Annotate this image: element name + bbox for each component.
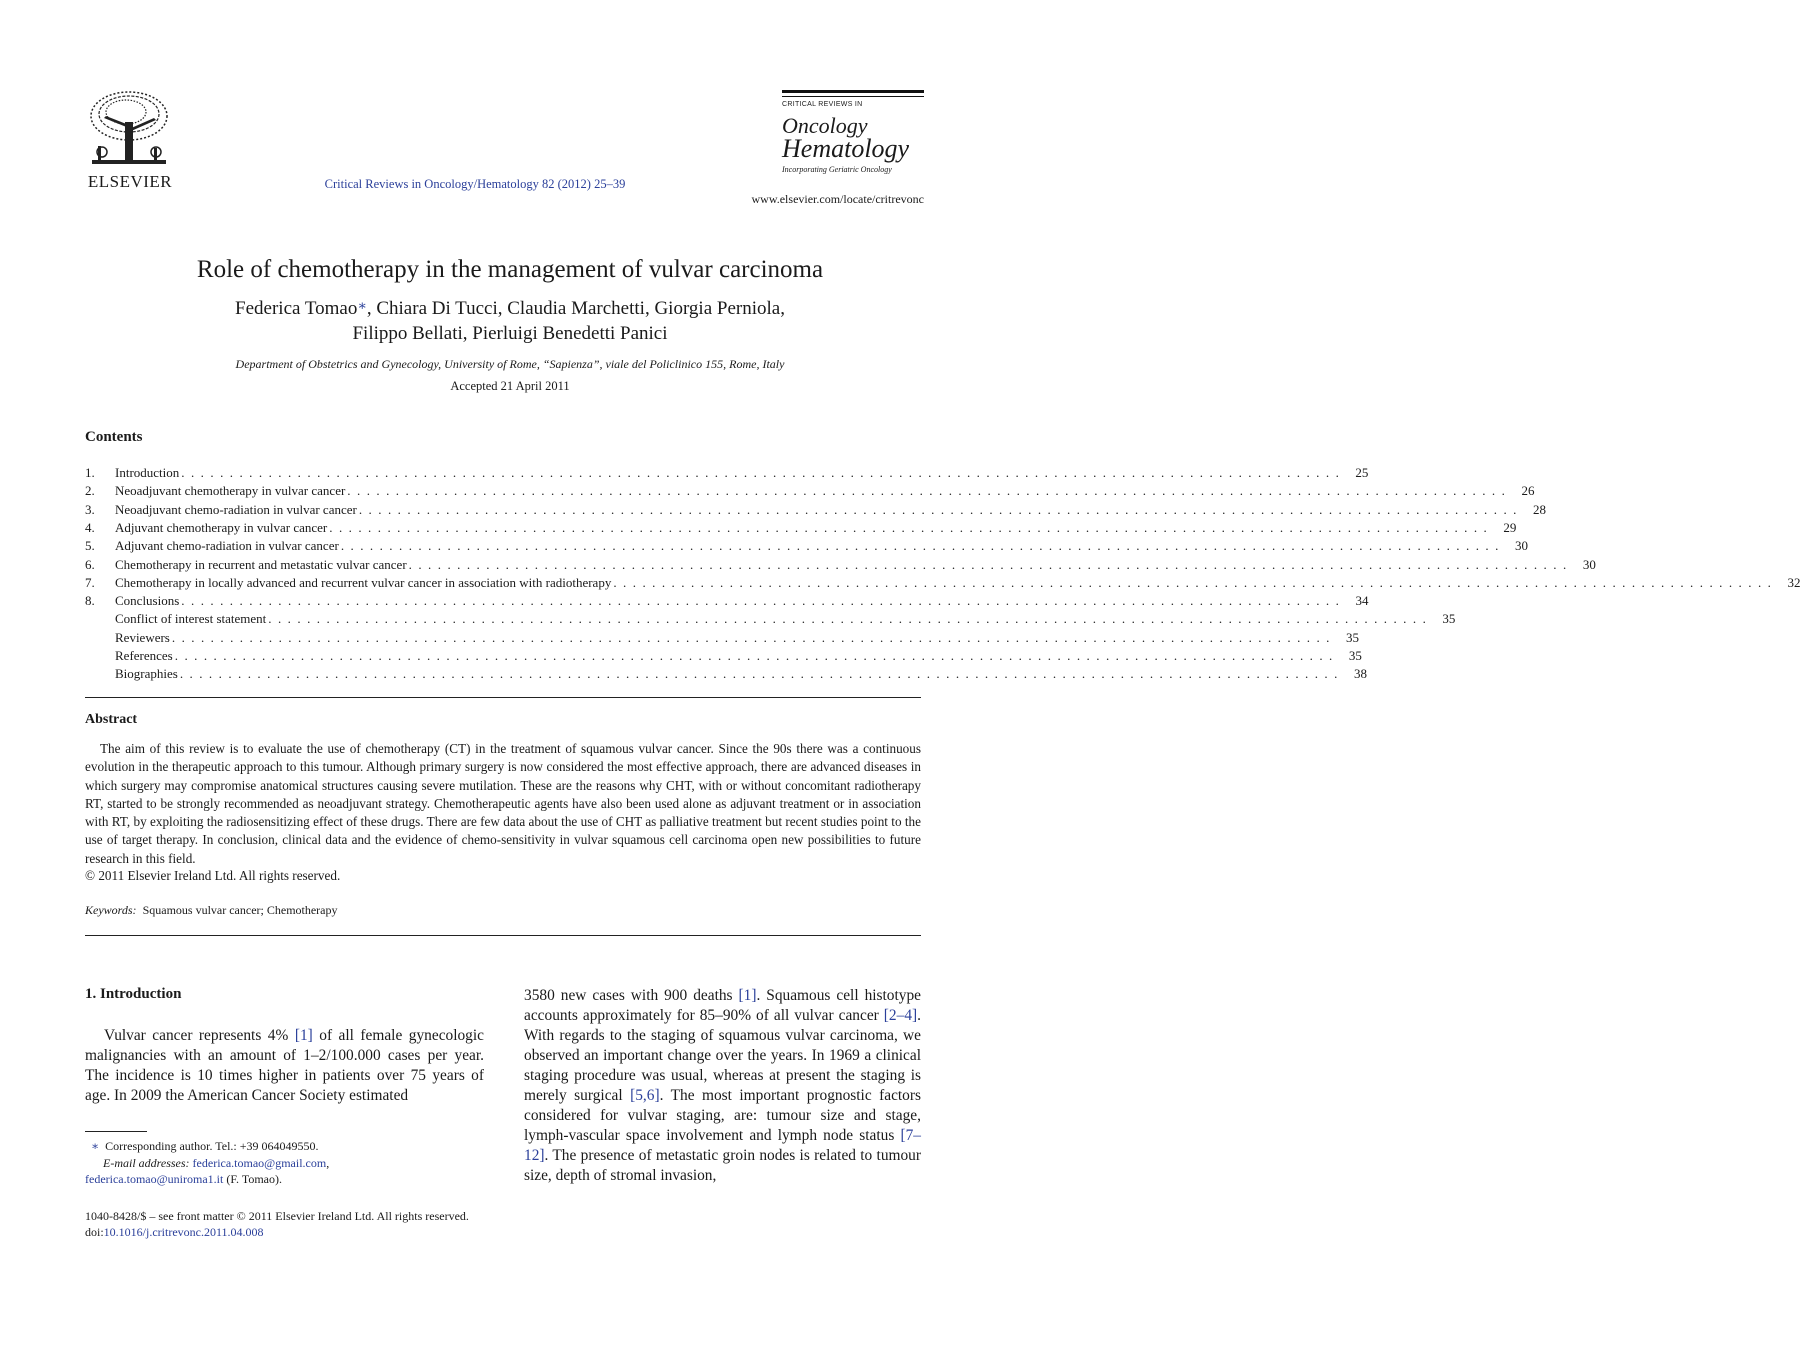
citation-link[interactable]: [5,6] <box>630 1087 660 1104</box>
toc-title[interactable]: Neoadjuvant chemo-radiation in vulvar cancer <box>115 501 357 517</box>
journal-citation-link[interactable]: Critical Reviews in Oncology/Hematology 82 (2012) 25–39 <box>324 177 626 191</box>
toc-title[interactable]: Reviewers <box>115 629 170 645</box>
email-label: E-mail addresses: <box>103 1156 190 1170</box>
toc-entry[interactable] <box>85 519 1517 538</box>
abstract-text: The aim of this review is to evaluate the use of chemotherapy (CT) in the treatment of squamous vulvar cancer. Since the 90s there was a continuous evolution in the therapeutic approach to this tumour. Although primary surgery is now considered the most effective approach, there are advanced diseases in which surgery may compromise anatomical structures causing severe mutilation. These are the reasons why CHT, with or without concomitant radiotherapy RT, started to be strongly recommended as neoadjuvant strategy. Chemotherapeutic agents have also been used alone as adjuvant treatment or in association with RT, by exploiting the radiosensitizing effect of these drugs. There are few data about the use of CHT as palliative treatment but recent studies point to the use of target therapy. In conclusion, clinical data and the evidence of chemo-sensitivity in vulvar squamous cell carcinoma open new possibilities to future research in this field. <box>85 741 921 866</box>
journal-url[interactable]: www.elsevier.com/locate/critrevonc <box>751 192 924 206</box>
toc-title[interactable]: Introduction <box>115 465 180 480</box>
copyright-notice: © 2011 Elsevier Ireland Ltd. All rights reserved. <box>85 868 341 883</box>
toc-title[interactable]: Adjuvant chemotherapy in vulvar cancer <box>115 519 328 535</box>
article-title: Role of chemotherapy in the management of vulvar carcinoma <box>196 256 824 283</box>
footnote-corresponding <box>85 1138 485 1154</box>
toc-page-number: 26 <box>1521 483 1535 499</box>
email-owner: (F. Tomao). <box>226 1172 282 1186</box>
toc-page-number: 35 <box>1348 648 1362 663</box>
cover-rule <box>782 96 924 97</box>
toc-page-number: 32 <box>1787 574 1801 590</box>
body-column-left <box>85 1026 484 1106</box>
abstract-heading: Abstract <box>85 712 138 727</box>
contents-heading: Contents <box>85 429 143 445</box>
toc-leader-dots: . . . . . . . . . . . . . . . . . . . . . . . . . . . . . . . . . . . . . . . . . . . . . . . . . . . . . . . . . . . . . . . . . . . . . . . . . . . . . . . . . . . . . . . . . . . . . . . . . . . . . . . . . . . . . . . . . . . . . . . . <box>181 465 1341 480</box>
affiliation: Department of Obstetrics and Gynecology, University of Rome, “Sapienza”, viale del Policlinico 155, Rome, Italy <box>235 357 785 371</box>
keywords <box>85 903 338 918</box>
email-link-1[interactable]: federica.tomao@gmail.com <box>192 1156 327 1170</box>
toc-page-number: 25 <box>1355 465 1369 480</box>
toc-number: 7. <box>85 574 95 590</box>
body-column-right <box>524 986 921 1186</box>
toc-title[interactable]: Conclusions <box>115 593 180 609</box>
toc-title[interactable]: References <box>115 648 173 663</box>
elsevier-tree-logo <box>84 88 174 170</box>
body-text: . The presence of metastatic groin nodes is related to tumour size, depth of stromal invasion, <box>524 1147 921 1184</box>
toc-page-number: 35 <box>1346 629 1360 645</box>
body-text: . Squamous cell histotype accounts approximately for 85–90% of all vulvar cancer <box>524 987 921 1024</box>
citation-link[interactable]: [1] <box>294 1027 313 1044</box>
body-text: Vulvar cancer represents 4% <box>104 1027 295 1044</box>
cover-rule <box>782 90 924 93</box>
toc-entry[interactable] <box>85 538 1528 556</box>
footnote-mark: ∗ <box>91 1139 100 1153</box>
keywords-label: Keywords: <box>85 903 137 917</box>
citation-link[interactable]: [7–12] <box>524 1127 921 1164</box>
footnote-emails: E-mail addresses: federica.tomao@gmail.com, <box>103 1156 330 1170</box>
issn-line: 1040-8428/$ – see front matter © 2011 Elsevier Ireland Ltd. All rights reserved. <box>85 1209 469 1223</box>
citation-link[interactable]: [2–4] <box>883 1007 918 1024</box>
doi-line <box>85 1225 264 1240</box>
toc-leader-dots: . . . . . . . . . . . . . . . . . . . . . . . . . . . . . . . . . . . . . . . . . . . . . . . . . . . . . . . . . . . . . . . . . . . . . . . . . . . . . . . . . . . . . . . . . . . . . . . . . . . . . . . . . . . . . . . . . . . . . . . . <box>179 666 1339 682</box>
toc-leader-dots: . . . . . . . . . . . . . . . . . . . . . . . . . . . . . . . . . . . . . . . . . . . . . . . . . . . . . . . . . . . . . . . . . . . . . . . . . . . . . . . . . . . . . . . . . . . . . . . . . . . . . . . . . . . . . . . . . . . . . . . . <box>408 556 1568 572</box>
toc-number: 2. <box>85 483 95 499</box>
cover-title-hematology: Hematology <box>782 134 910 163</box>
toc-leader-dots: . . . . . . . . . . . . . . . . . . . . . . . . . . . . . . . . . . . . . . . . . . . . . . . . . . . . . . . . . . . . . . . . . . . . . . . . . . . . . . . . . . . . . . . . . . . . . . . . . . . . . . . . . . . . . . . . . . . . . . . . <box>171 629 1332 645</box>
email-link-2[interactable]: federica.tomao@uniroma1.it <box>85 1172 224 1186</box>
footnote-emails-cont <box>85 1171 485 1187</box>
toc-leader-dots: . . . . . . . . . . . . . . . . . . . . . . . . . . . . . . . . . . . . . . . . . . . . . . . . . . . . . . . . . . . . . . . . . . . . . . . . . . . . . . . . . . . . . . . . . . . . . . . . . . . . . . . . . . . . . . . . . . . . . . . . <box>174 648 1334 663</box>
toc-entry[interactable] <box>85 556 1596 575</box>
toc-leader-dots: . . . . . . . . . . . . . . . . . . . . . . . . . . . . . . . . . . . . . . . . . . . . . . . . . . . . . . . . . . . . . . . . . . . . . . . . . . . . . . . . . . . . . . . . . . . . . . . . . . . . . . . . . . . . . . . . . . . . . . . . <box>268 611 1428 627</box>
cover-title-oncology: Oncology <box>782 113 868 138</box>
toc-page-number: 28 <box>1533 501 1546 517</box>
section-heading-introduction: 1. Introduction <box>85 986 182 1002</box>
toc-title[interactable]: Chemotherapy in locally advanced and recurrent vulvar cancer in association with radiotherapy <box>115 574 612 590</box>
toc-title[interactable]: Conflict of interest statement <box>115 611 267 627</box>
body-text: of all female gynecologic malignancies with an amount of 1–2/100.000 cases per year. The incidence is 10 times higher in patients over 75 years of age. In 2009 the American Cancer Society estimated <box>85 1027 484 1104</box>
toc-number: 3. <box>85 501 95 517</box>
toc-leader-dots: . . . . . . . . . . . . . . . . . . . . . . . . . . . . . . . . . . . . . . . . . . . . . . . . . . . . . . . . . . . . . . . . . . . . . . . . . . . . . . . . . . . . . . . . . . . . . . . . . . . . . . . . . . . . . . . . . . . . . . . . <box>329 519 1489 535</box>
toc-leader-dots: . . . . . . . . . . . . . . . . . . . . . . . . . . . . . . . . . . . . . . . . . . . . . . . . . . . . . . . . . . . . . . . . . . . . . . . . . . . . . . . . . . . . . . . . . . . . . . . . . . . . . . . . . . . . . . . . . . . . . . . . <box>347 483 1507 499</box>
citation-link[interactable]: [1] <box>738 987 757 1004</box>
toc-page-number: 30 <box>1582 556 1596 572</box>
toc-entry[interactable] <box>85 648 1362 666</box>
toc-number: 1. <box>85 465 95 480</box>
author-names: , Chiara Di Tucci, Claudia Marchetti, Giorgia Perniola, <box>366 298 785 319</box>
divider <box>85 697 921 698</box>
toc-title[interactable]: Biographies <box>115 666 178 682</box>
cover-small-caption: CRITICAL REVIEWS IN <box>782 101 863 108</box>
toc-title[interactable]: Chemotherapy in recurrent and metastatic vulvar cancer <box>115 556 407 572</box>
toc-number: 6. <box>85 556 95 572</box>
toc-number: 5. <box>85 538 95 554</box>
toc-entry[interactable] <box>85 465 1369 483</box>
toc-entry[interactable] <box>85 666 1367 684</box>
toc-entry[interactable] <box>85 611 1456 629</box>
toc-number: 8. <box>85 593 95 609</box>
keywords-list: Squamous vulvar cancer; Chemotherapy <box>142 903 338 917</box>
body-text: 3580 new cases with 900 deaths <box>524 987 739 1004</box>
toc-entry[interactable] <box>85 629 1360 648</box>
footnote-rule <box>85 1131 147 1132</box>
toc-leader-dots: . . . . . . . . . . . . . . . . . . . . . . . . . . . . . . . . . . . . . . . . . . . . . . . . . . . . . . . . . . . . . . . . . . . . . . . . . . . . . . . . . . . . . . . . . . . . . . . . . . . . . . . . . . . . . . . . . . . . . . . . <box>613 574 1773 590</box>
toc-title[interactable]: Adjuvant chemo-radiation in vulvar cancer <box>115 538 339 554</box>
toc-page-number: 30 <box>1514 538 1528 554</box>
body-text: . The most important prognostic factors considered for vulvar staging, are: tumour size and stage, lymph-vascular space involvement and lymph node status <box>524 1087 921 1144</box>
footnote-text: Corresponding author. Tel.: +39 064049550. <box>105 1139 319 1153</box>
publisher-name: ELSEVIER <box>87 172 173 191</box>
toc-leader-dots: . . . . . . . . . . . . . . . . . . . . . . . . . . . . . . . . . . . . . . . . . . . . . . . . . . . . . . . . . . . . . . . . . . . . . . . . . . . . . . . . . . . . . . . . . . . . . . . . . . . . . . . . . . . . . . . . . . . . . . . . <box>358 501 1518 517</box>
cover-tagline: Incorporating Geriatric Oncology <box>782 165 892 174</box>
toc-page-number: 35 <box>1442 611 1456 627</box>
toc-entry[interactable] <box>85 501 1546 520</box>
authors-line-2: Filippo Bellati, Pierluigi Benedetti Panici <box>352 323 668 344</box>
doi-label: doi: <box>85 1225 104 1239</box>
toc-entry[interactable] <box>85 483 1535 501</box>
doi-link[interactable]: 10.1016/j.critrevonc.2011.04.008 <box>103 1225 264 1239</box>
toc-title[interactable]: Neoadjuvant chemotherapy in vulvar cancer <box>115 483 346 499</box>
toc-page-number: 38 <box>1353 666 1367 682</box>
author-name: Federica Tomao <box>235 298 358 319</box>
toc-page-number: 29 <box>1503 519 1517 535</box>
toc-entry[interactable] <box>85 593 1369 611</box>
corresponding-author-link[interactable]: ∗ <box>357 299 367 314</box>
toc-page-number: 34 <box>1355 593 1369 609</box>
accepted-date: Accepted 21 April 2011 <box>450 379 570 393</box>
toc-leader-dots: . . . . . . . . . . . . . . . . . . . . . . . . . . . . . . . . . . . . . . . . . . . . . . . . . . . . . . . . . . . . . . . . . . . . . . . . . . . . . . . . . . . . . . . . . . . . . . . . . . . . . . . . . . . . . . . . . . . . . . . . <box>340 538 1500 554</box>
divider <box>85 935 921 936</box>
authors-line-1 <box>60 298 960 320</box>
toc-leader-dots: . . . . . . . . . . . . . . . . . . . . . . . . . . . . . . . . . . . . . . . . . . . . . . . . . . . . . . . . . . . . . . . . . . . . . . . . . . . . . . . . . . . . . . . . . . . . . . . . . . . . . . . . . . . . . . . . . . . . . . . . <box>181 593 1341 609</box>
toc-entry[interactable] <box>85 574 1801 593</box>
toc-number: 4. <box>85 519 95 535</box>
body-text: . With regards to the staging of squamous vulvar carcinoma, we observed an important change over the years. In 1969 a clinical staging procedure was usual, whereas at present the staging is merely surgical <box>524 1007 921 1104</box>
